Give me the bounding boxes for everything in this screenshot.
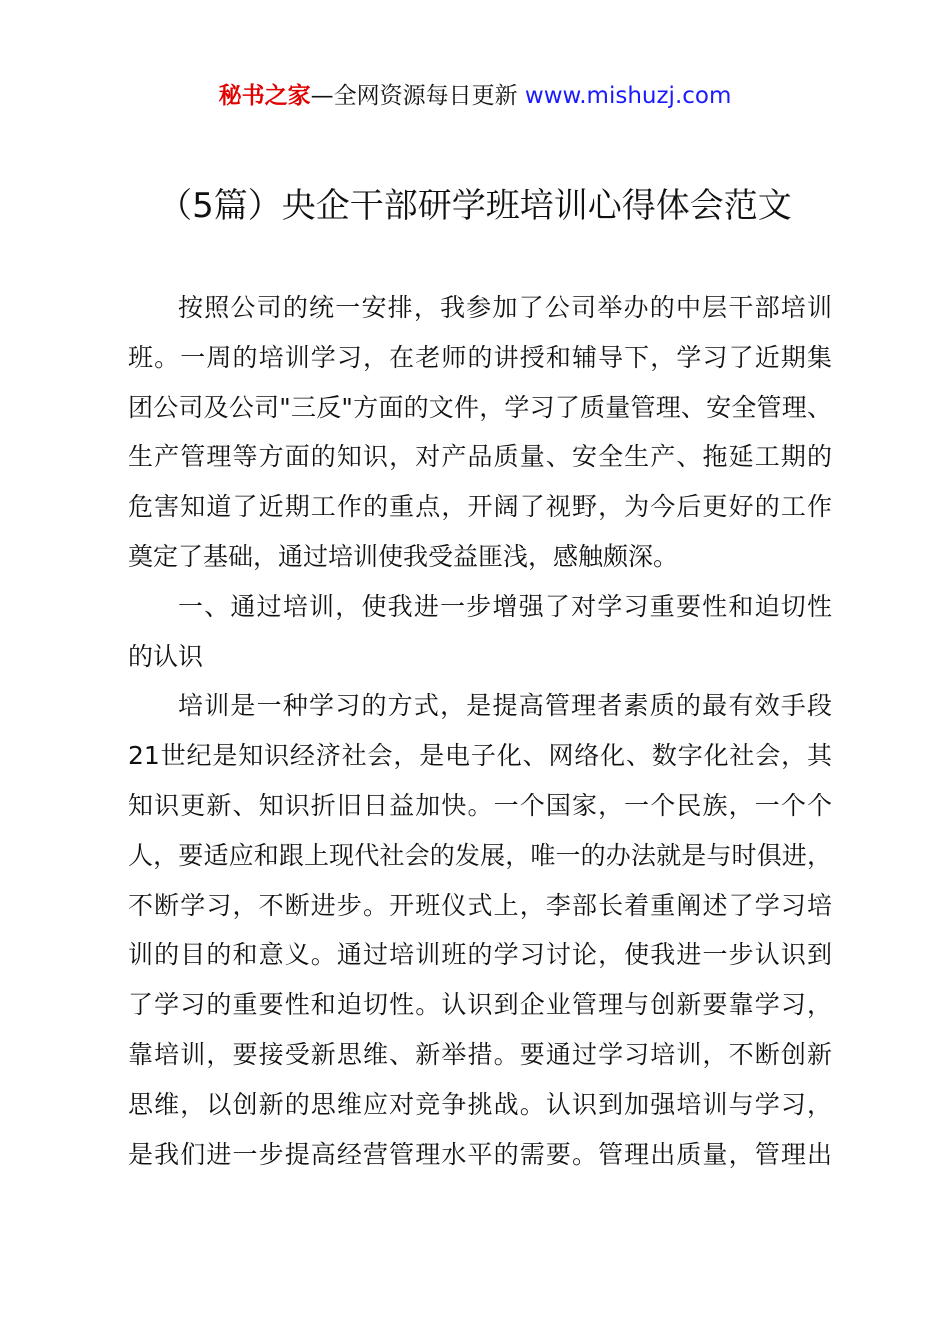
- document-body: [128, 283, 832, 1179]
- paragraph-line: 危害知道了近期工作的重点，开阔了视野，为今后更好的工作: [128, 492, 832, 522]
- site-brand: 秘书之家: [218, 83, 311, 109]
- section-heading-line: 的认识: [128, 641, 204, 671]
- paragraph-line: 团公司及公司"三反"方面的文件，学习了质量管理、安全管理、: [128, 392, 832, 422]
- paragraph-line: 是我们进一步提高经营管理水平的需要。管理出质量，管理出: [128, 1139, 832, 1169]
- paragraph-line: 生产管理等方面的知识，对产品质量、安全生产、拖延工期的: [128, 442, 832, 472]
- paragraph-line: 思维，以创新的思维应对竞争挑战。认识到加强培训与学习，: [128, 1089, 832, 1119]
- site-tagline: —全网资源每日更新: [310, 83, 525, 109]
- section-heading-line: 一、通过培训，使我进一步增强了对学习重要性和迫切性: [178, 591, 832, 621]
- document-title: （5篇）央企干部研学班培训心得体会范文: [158, 186, 792, 226]
- paragraph-line: 了学习的重要性和迫切性。认识到企业管理与创新要靠学习，: [128, 990, 832, 1020]
- paragraph-line: 21世纪是知识经济社会，是电子化、网络化、数字化社会，其: [128, 741, 832, 771]
- paragraph-line: 培训是一种学习的方式，是提高管理者素质的最有效手段: [178, 691, 832, 721]
- paragraph-line: 班。一周的培训学习，在老师的讲授和辅导下，学习了近期集: [128, 342, 832, 372]
- paragraph-line: 知识更新、知识折旧日益加快。一个国家，一个民族，一个个: [128, 790, 832, 820]
- paragraph-line: 人，要适应和跟上现代社会的发展，唯一的办法就是与时俱进，: [128, 840, 832, 870]
- site-url-link[interactable]: www.mishuzj.com: [524, 83, 732, 109]
- paragraph-line: 靠培训，要接受新思维、新举措。要通过学习培训，不断创新: [128, 1039, 832, 1069]
- site-header: [0, 80, 950, 112]
- paragraph-line: 训的目的和意义。通过培训班的学习讨论，使我进一步认识到: [128, 940, 832, 970]
- paragraph-line: 按照公司的统一安排，我参加了公司举办的中层干部培训: [178, 293, 832, 322]
- paragraph-line: 奠定了基础，通过培训使我受益匪浅，感触颇深。: [128, 541, 679, 571]
- paragraph-line: 不断学习，不断进步。开班仪式上，李部长着重阐述了学习培: [128, 890, 832, 920]
